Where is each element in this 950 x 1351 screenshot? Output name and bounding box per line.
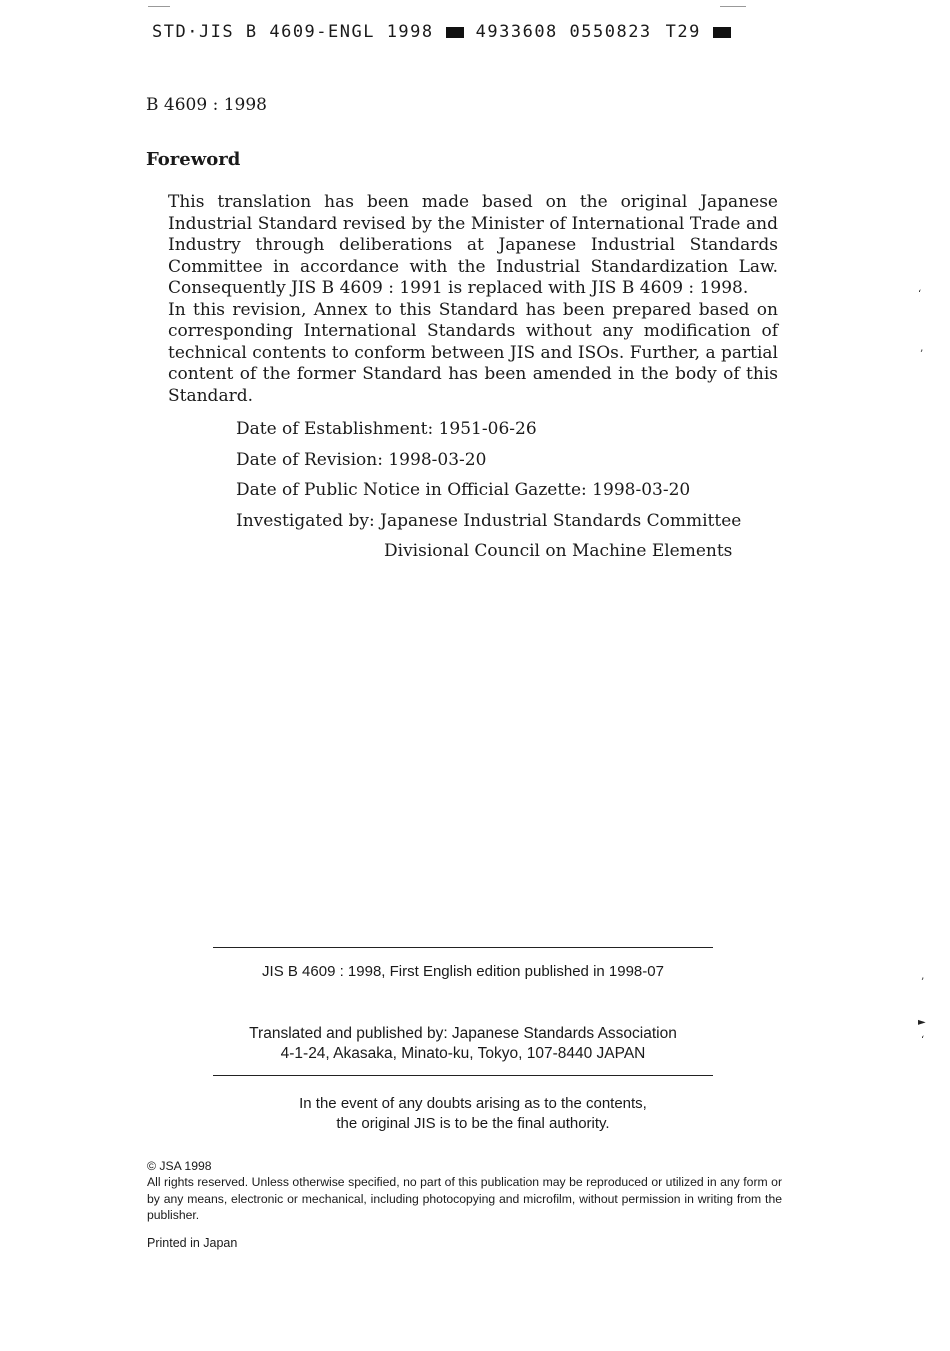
authority-note (213, 1094, 733, 1134)
divider (213, 947, 713, 948)
divisional-council: Divisional Council on Machine Elements (384, 541, 733, 561)
stamp-block (446, 27, 464, 38)
standard-number: B 4609 : 1998 (146, 95, 267, 115)
stamp-suffix: T29 (665, 22, 701, 42)
scan-speck: ‘ (918, 289, 922, 300)
date-public-notice: Date of Public Notice in Official Gazette: 1998-03-20 (236, 480, 691, 500)
date-establishment: Date of Establishment: 1951-06-26 (236, 419, 537, 439)
date-revision: Date of Revision: 1998-03-20 (236, 449, 487, 470)
foreword-body (168, 192, 778, 407)
publisher-address: 4-1-24, Akasaka, Minato-ku, Tokyo, 107-8440 JAPAN (280, 1045, 646, 1062)
printed-in: Printed in Japan (147, 1236, 238, 1250)
scan-speck: ’ (920, 349, 924, 360)
copyright-notice: All rights reserved. Unless otherwise specified, no part of this publication may be reproduced or utilized in any form or by any means, electronic or mechanical, including photocopying and microfilm, without permission in writing from the publisher. (147, 1175, 782, 1222)
scan-speck: ’ (921, 977, 925, 988)
scan-speck: ‘ (921, 1035, 925, 1046)
foreword-heading: Foreword (146, 149, 241, 170)
authority-line: the original JIS is to be the final authority. (336, 1115, 610, 1132)
publisher-block (213, 1024, 713, 1064)
copyright-block (147, 1158, 782, 1223)
stamp-number: 4933608 0550823 (475, 22, 652, 42)
foreword-paragraph: This translation has been made based on the original Japanese Industrial Standard revised by the Minister of International Trade and Industry through deliberations at Japanese Industrial Standards Committee in accordance with the Industrial Standardization Law. Consequently JIS B 4609 : 1991 is replaced with JIS B 4609 : 1998. (168, 192, 778, 298)
scan-mark (148, 6, 170, 7)
publisher-line: Translated and published by: Japanese Standards Association (249, 1025, 677, 1042)
stamp-code: STD·JIS B 4609-ENGL 1998 (152, 22, 434, 42)
dates-block (236, 414, 741, 567)
investigated-by: Investigated by: Japanese Industrial Standards Committee (236, 510, 742, 531)
authority-line: In the event of any doubts arising as to the contents, (299, 1095, 647, 1112)
copyright-mark: © JSA 1998 (147, 1159, 212, 1173)
divider (213, 1075, 713, 1076)
catalog-stamp (152, 22, 731, 42)
scan-speck: ► (918, 1017, 926, 1028)
foreword-paragraph: In this revision, Annex to this Standard has been prepared based on corresponding International Standards without any modification of technical contents to conform between JIS and ISOs. Further, a partial content of the former Standard has been amended in the body of this Standard. (168, 299, 778, 406)
edition-note: JIS B 4609 : 1998, First English edition published in 1998-07 (262, 963, 664, 980)
stamp-block (713, 27, 731, 38)
scan-mark (720, 6, 746, 7)
